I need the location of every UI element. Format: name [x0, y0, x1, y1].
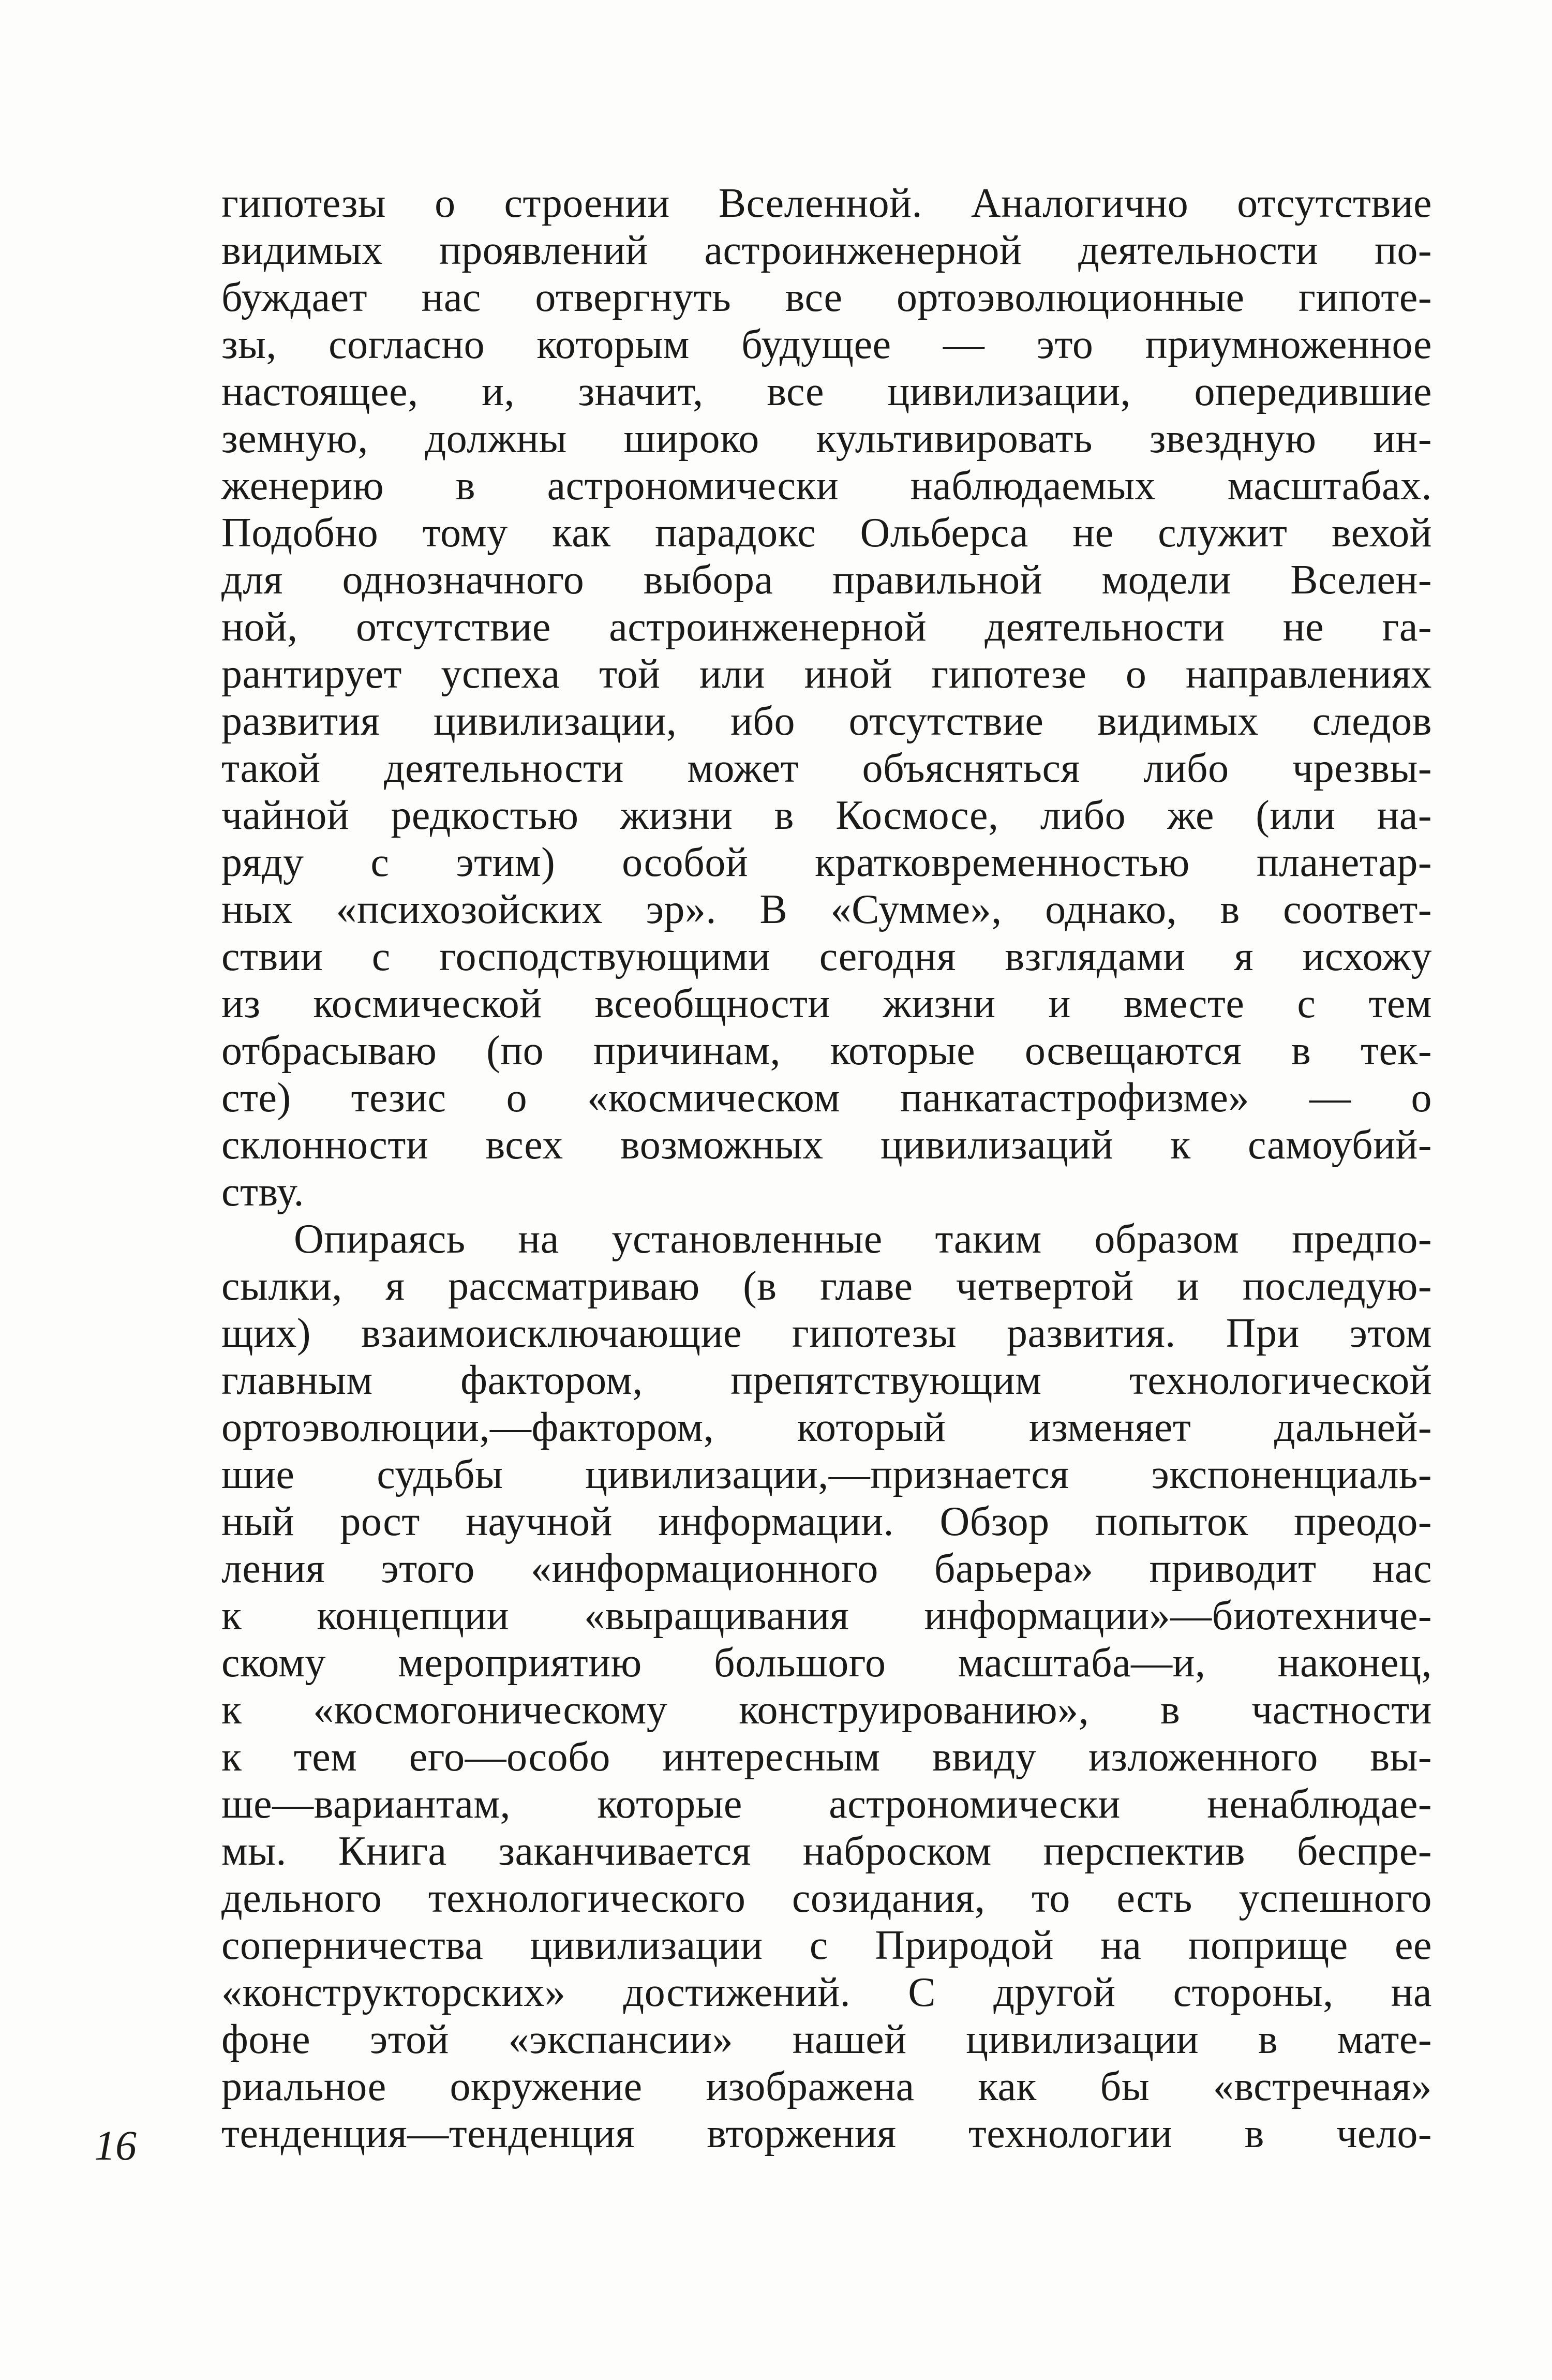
text-line: земную, должны широко культивировать звездную ин-	[221, 416, 1432, 462]
text-line: дельного технологического созидания, то есть успешного	[221, 1876, 1432, 1921]
text-line: отбрасываю (по причинам, которые освещаются в тек-	[221, 1028, 1432, 1074]
text-line: ления этого «информационного барьера» приводит нас	[221, 1546, 1432, 1591]
text-line: сылки, я рассматриваю (в главе четвертой и последую-	[221, 1263, 1432, 1309]
text-line: щих) взаимоисключающие гипотезы развития. При этом	[221, 1311, 1432, 1356]
text-line: Опираясь на установленные таким образом предпо-	[294, 1216, 1432, 1262]
text-line: ной, отсутствие астроинженерной деятельности не га-	[221, 604, 1432, 650]
text-line: видимых проявлений астроинженерной деятельности по-	[221, 228, 1432, 273]
text-line: рантирует успеха той или иной гипотезе о направлениях	[221, 651, 1432, 697]
text-line: ных «психозойских эр». В «Сумме», однако, в соответ-	[221, 887, 1432, 932]
text-line: к тем его—особо интересным ввиду изложенного вы-	[221, 1734, 1432, 1780]
text-line: ряду с этим) особой кратковременностью планетар-	[221, 840, 1432, 885]
text-line: ный рост научной информации. Обзор попыток преодо-	[221, 1499, 1432, 1544]
text-line: из космической всеобщности жизни и вместе с тем	[221, 981, 1432, 1027]
text-line: шие судьбы цивилизации,—признается экспоненциаль-	[221, 1452, 1432, 1497]
text-line: главным фактором, препятствующим технологической	[221, 1358, 1432, 1403]
text-line: буждает нас отвергнуть все ортоэволюционные гипоте-	[221, 275, 1432, 320]
text-line: зы, согласно которым будущее — это приумноженное	[221, 322, 1432, 367]
text-line: к концепции «выращивания информации»—биотехниче-	[221, 1593, 1432, 1639]
text-line: такой деятельности может объясняться либо чрезвы-	[221, 746, 1432, 791]
text-line: склонности всех возможных цивилизаций к самоубий-	[221, 1122, 1432, 1168]
text-line: Подобно тому как парадокс Ольберса не служит вехой	[221, 510, 1432, 556]
text-line: риальное окружение изображена как бы «встречная»	[221, 2064, 1432, 2109]
text-line: сте) тезис о «космическом панкатастрофизме» — о	[221, 1075, 1432, 1121]
text-line: настоящее, и, значит, все цивилизации, опередившие	[221, 369, 1432, 414]
text-line: ствии с господствующими сегодня взглядами я исхожу	[221, 934, 1432, 979]
paragraph	[221, 180, 1432, 1216]
text-line: развития цивилизации, ибо отсутствие видимых следов	[221, 698, 1432, 744]
text-line: тенденция—тенденция вторжения технологии в чело-	[221, 2111, 1432, 2156]
text-line: гипотезы о строении Вселенной. Аналогично отсутствие	[221, 181, 1432, 226]
paragraph	[221, 1216, 1432, 2158]
text-line: женерию в астрономически наблюдаемых масштабах.	[221, 463, 1432, 509]
text-line: ортоэволюции,—фактором, который изменяет дальней-	[221, 1405, 1432, 1450]
text-line: к «космогоническому конструированию», в частности	[221, 1687, 1432, 1733]
text-line: чайной редкостью жизни в Космосе, либо же (или на-	[221, 793, 1432, 838]
text-line: ше—вариантам, которые астрономически ненаблюдае-	[221, 1781, 1432, 1827]
text-line: фоне этой «экспансии» нашей цивилизации в мате-	[221, 2017, 1432, 2062]
text-line: для однозначного выбора правильной модели Вселен-	[221, 557, 1432, 603]
body-text	[221, 180, 1432, 2158]
text-line: мы. Книга заканчивается наброском перспектив беспре-	[221, 1828, 1432, 1874]
text-line: скому мероприятию большого масштаба—и, наконец,	[221, 1640, 1432, 1686]
text-line: соперничества цивилизации с Природой на поприще ее	[221, 1923, 1432, 1968]
page-number: 16	[94, 2122, 137, 2169]
text-line: ству.	[221, 1169, 304, 1215]
text-line: «конструкторских» достижений. С другой стороны, на	[221, 1970, 1432, 2015]
